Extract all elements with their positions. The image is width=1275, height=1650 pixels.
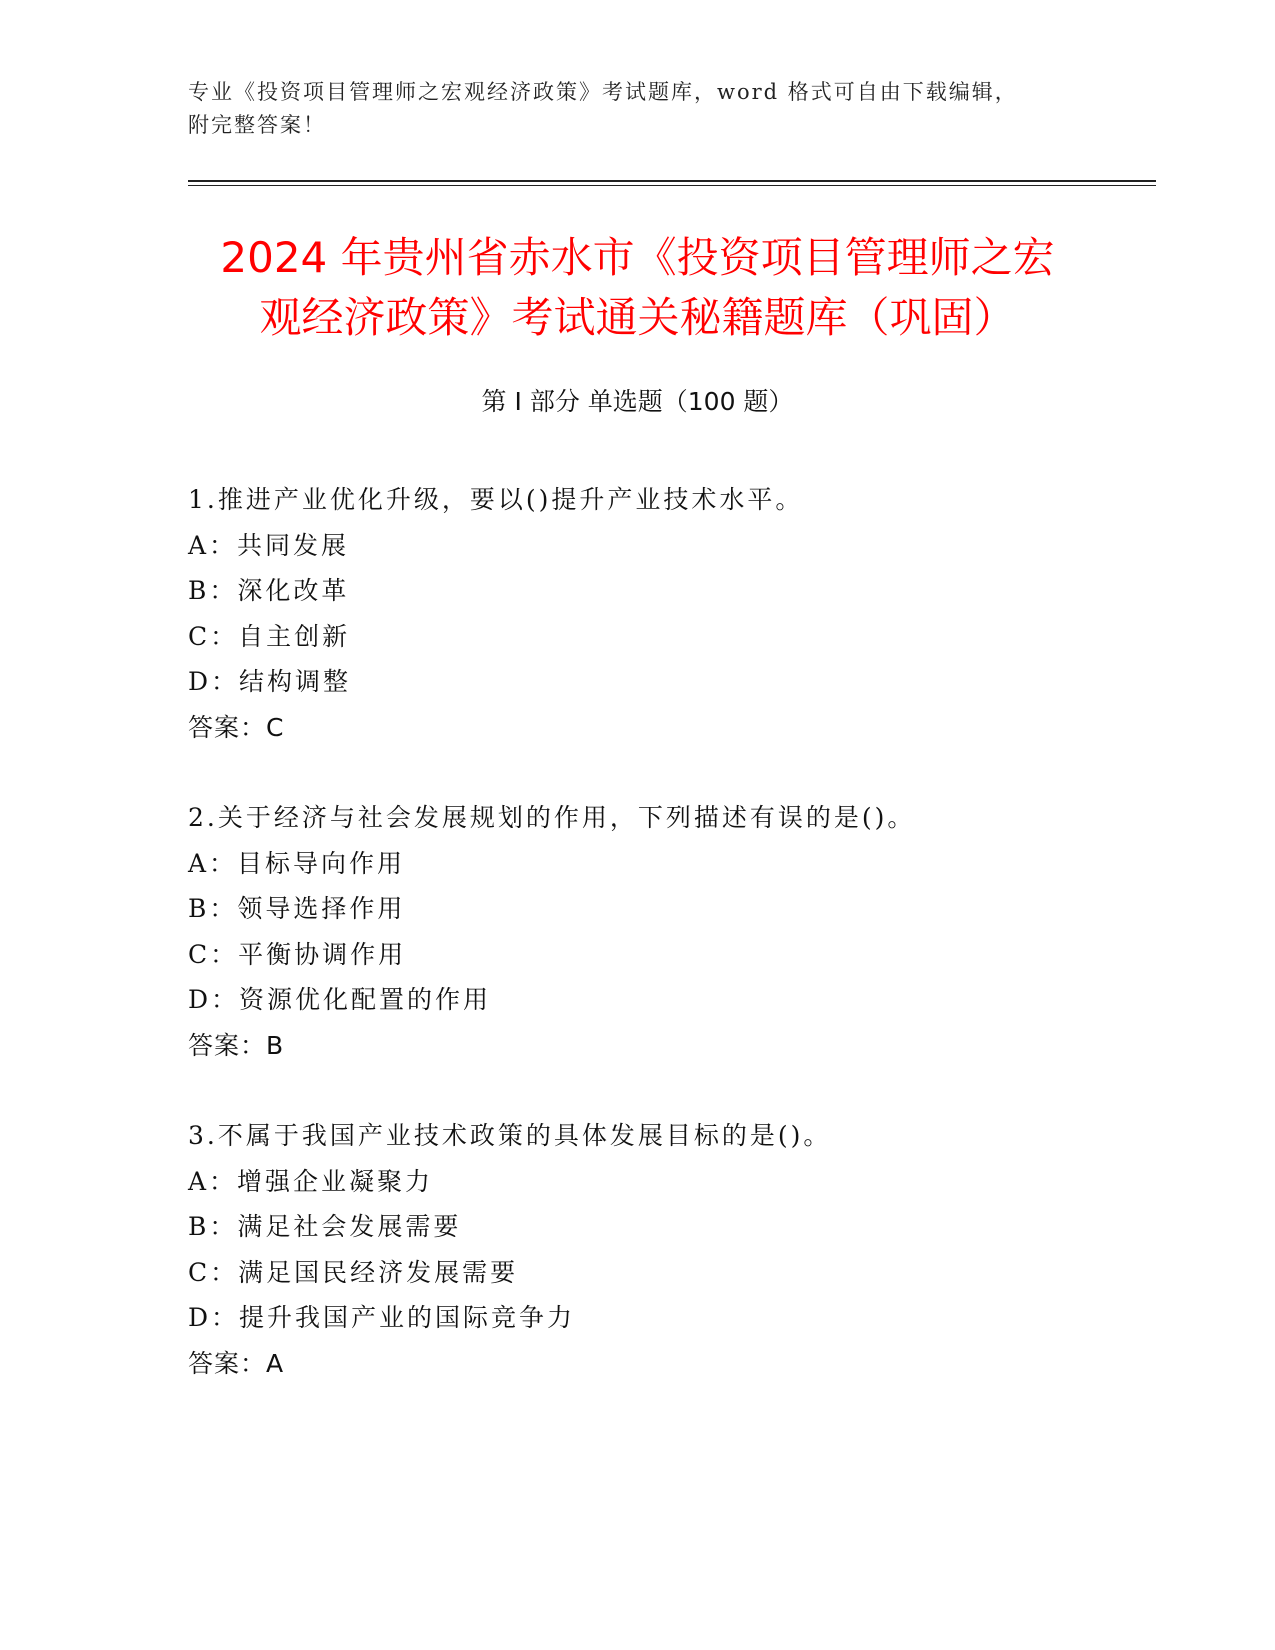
question-block [188,795,1148,1068]
option-c: C：平衡协调作用 [188,939,407,969]
option-b: B：满足社会发展需要 [188,1212,462,1241]
option-d: D：提升我国产业的国际竞争力 [188,1303,576,1332]
question-block [188,1113,1148,1386]
header-divider-thin [188,185,1156,186]
document-title [150,228,1125,348]
question-stem: 3.不属于我国产业技术政策的具体发展目标的是()。 [188,1121,832,1150]
question-stem: 1.推进产业优化升级，要以()提升产业技术水平。 [188,485,804,514]
question-block [188,477,1148,750]
option-a: A：共同发展 [188,530,350,560]
document-title-line-1: 2024 年贵州省赤水市《投资项目管理师之宏 [220,233,1055,282]
option-a: A：增强企业凝聚力 [188,1166,434,1196]
section-title: 第 I 部分 单选题（100 题） [481,387,794,416]
option-d: D：资源优化配置的作用 [188,985,492,1014]
answer-text: 答案：A [188,1348,285,1378]
option-c: C：自主创新 [188,621,351,651]
option-c: C：满足国民经济发展需要 [188,1257,519,1287]
option-d: D：结构调整 [188,667,352,696]
answer-text: 答案：C [188,712,285,742]
header-divider-thick [188,180,1156,182]
answer-text: 答案：B [188,1030,285,1060]
question-stem: 2.关于经济与社会发展规划的作用，下列描述有误的是()。 [188,803,916,832]
header-note-line-2: 附完整答案！ [188,113,326,137]
option-b: B：领导选择作用 [188,894,406,923]
header-note-line-1: 专业《投资项目管理师之宏观经济政策》考试题库，word 格式可自由下载编辑， [188,80,1018,104]
option-a: A：目标导向作用 [188,848,406,878]
document-title-line-2: 观经济政策》考试通关秘籍题库（巩固） [259,293,1016,342]
header-note [188,76,1088,142]
option-b: B：深化改革 [188,576,350,605]
